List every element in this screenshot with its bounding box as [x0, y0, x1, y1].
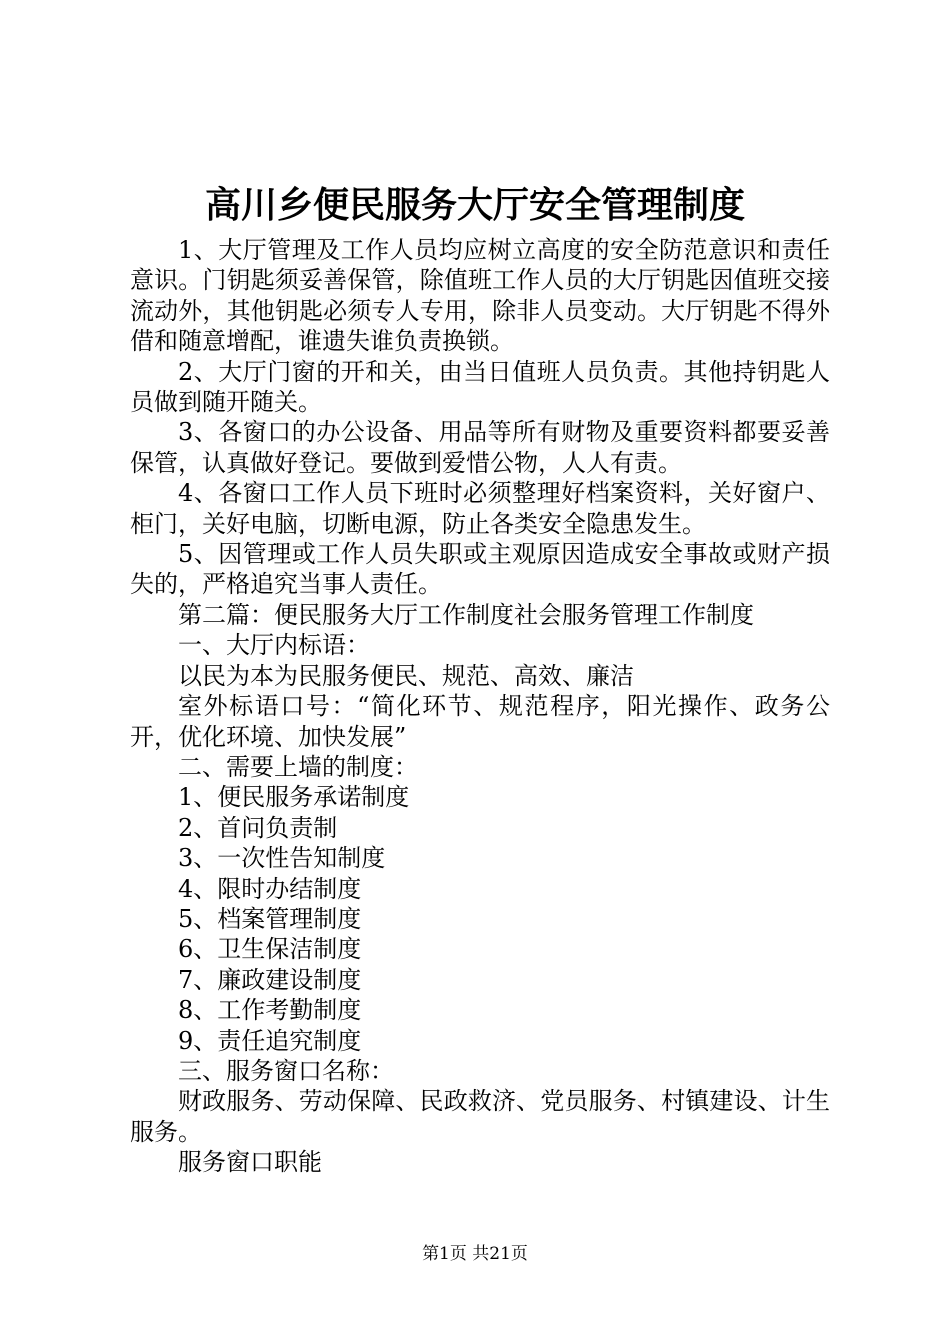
slogan-outdoor: 室外标语口号：“简化环节、规范程序，阳光操作、政务公开，优化环境、加快发展” [130, 692, 830, 751]
rule-item: 7、廉政建设制度 [178, 965, 362, 994]
rule-item: 5、档案管理制度 [178, 904, 362, 933]
section-heading-windows: 三、服务窗口名称： [178, 1056, 394, 1085]
paragraph-2: 2、大厅门窗的开和关，由当日值班人员负责。其他持钥匙人员做到随开随关。 [130, 357, 830, 417]
page-footer: 第1页 共21页 [422, 1244, 528, 1264]
rule-item: 9、责任追究制度 [178, 1026, 362, 1055]
rule-item: 8、工作考勤制度 [178, 996, 362, 1025]
paragraph-5: 5、因管理或工作人员失职或主观原因造成安全事故或财产损失的，严格追究当事人责任。 [130, 540, 830, 599]
section-heading-slogans: 一、大厅内标语： [178, 631, 370, 660]
slogan-indoor: 以民为本为民服务便民、规范、高效、廉洁 [178, 661, 634, 690]
document-title: 高川乡便民服务大厅安全管理制度 [204, 184, 745, 226]
rule-item: 2、首问负责制 [178, 813, 338, 842]
window-names: 财政服务、劳动保障、民政救济、党员服务、村镇建设、计生服务。 [130, 1087, 830, 1146]
rule-item: 6、卫生保洁制度 [178, 935, 362, 964]
paragraph-1: 1、大厅管理及工作人员均应树立高度的安全防范意识和责任意识。门钥匙须妥善保管，除值班工作人员的大厅钥匙因值班交接流动外，其他钥匙必须专人专用，除非人员变动。大厅钥匙不得外借和随意增配，谁遗失谁负责换锁。 [130, 236, 830, 356]
window-functions-heading: 服务窗口职能 [178, 1148, 322, 1177]
section-heading-rules: 二、需要上墙的制度： [178, 752, 418, 781]
section-heading-second: 第二篇：便民服务大厅工作制度社会服务管理工作制度 [178, 600, 754, 629]
paragraph-4: 4、各窗口工作人员下班时必须整理好档案资料，关好窗户、柜门，关好电脑，切断电源，防止各类安全隐患发生。 [130, 479, 830, 538]
paragraph-3: 3、各窗口的办公设备、用品等所有财物及重要资料都要妥善保管，认真做好登记。要做到爱惜公物，人人有责。 [130, 418, 830, 477]
rule-item: 3、一次性告知制度 [178, 844, 386, 873]
document-body [130, 235, 830, 1178]
rule-item: 1、便民服务承诺制度 [178, 783, 410, 812]
rule-item: 4、限时办结制度 [178, 874, 362, 903]
